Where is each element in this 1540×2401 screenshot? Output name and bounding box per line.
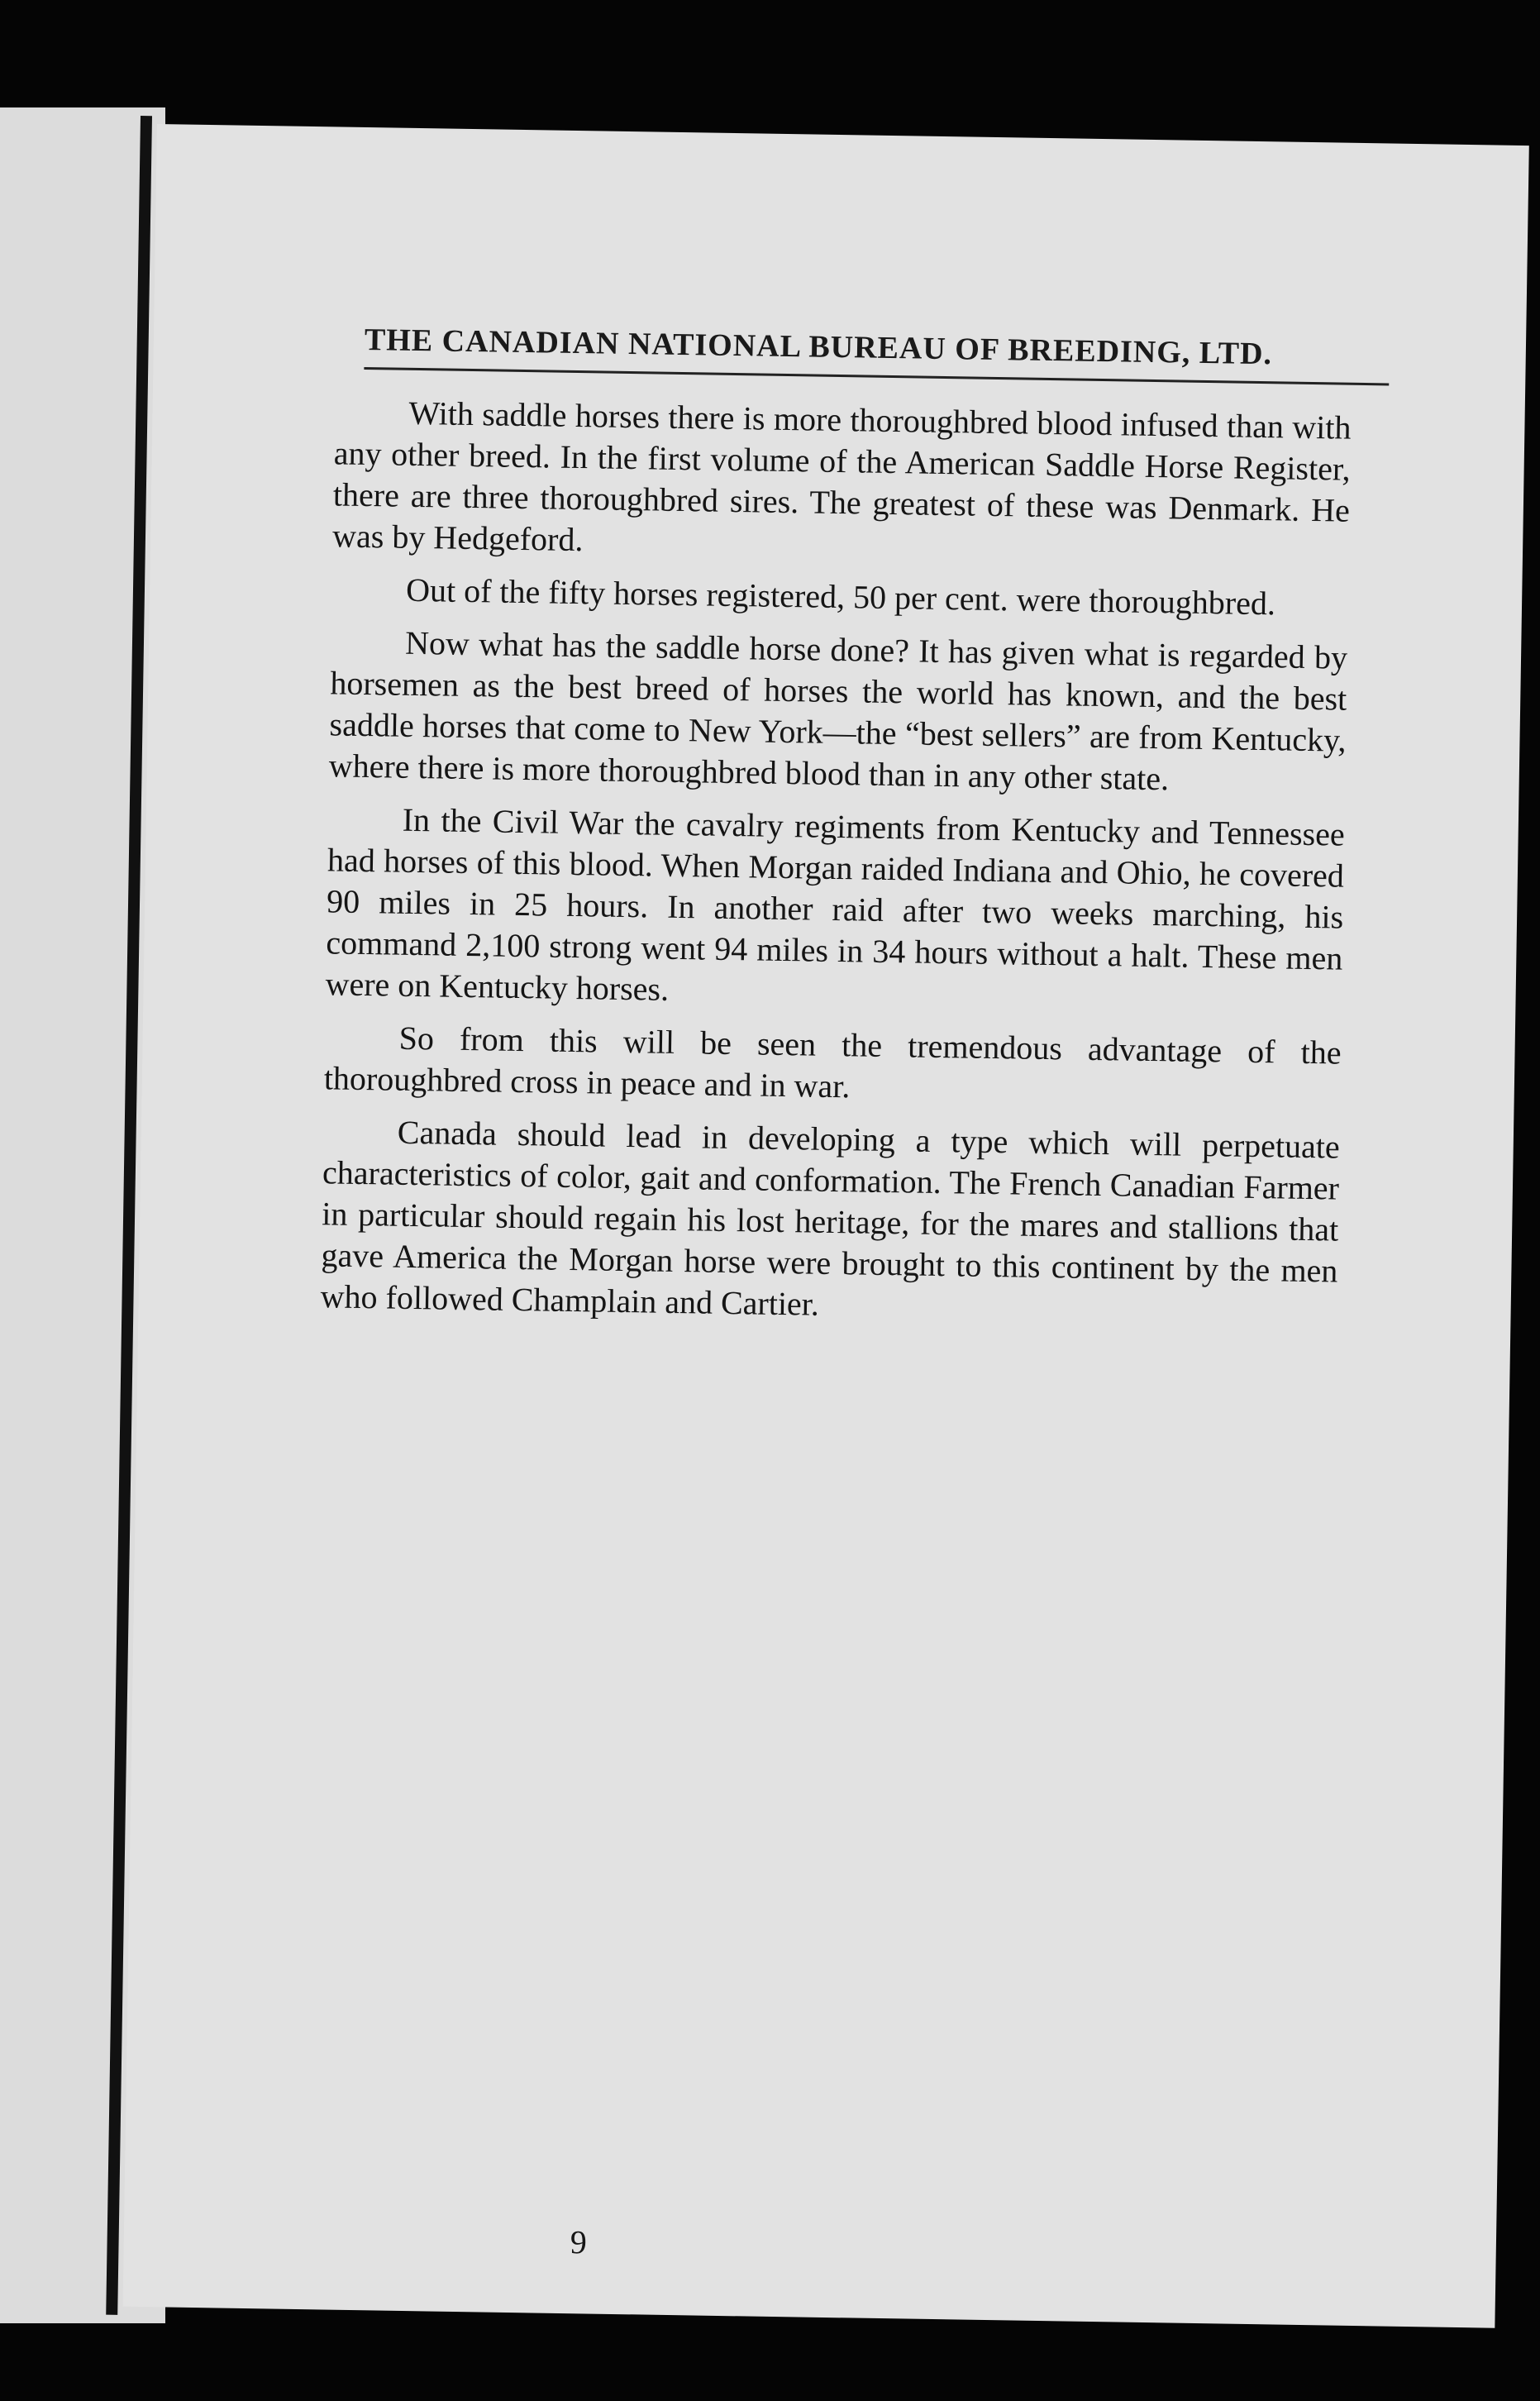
paragraph: Now what has the saddle horse done? It has given what is regarded by horsemen as the best breed of horses the world has known, and the best saddle horses that come to New York—the “best sellers” are from Kentucky, where there is more thoroughbred blood than in any other state. [328, 623, 1348, 798]
running-head: THE CANADIAN NATIONAL BUREAU OF BREEDING, LTD. [364, 322, 1273, 372]
paragraph: Canada should lead in developing a type which will perpetuate characteristics of color, gait and conformation. The French Canadian Farmer in particular should regain his lost heritage, for the mares and stallions that gave America the Morgan horse were brought to this continent by the men who followed Champlain and Cartier. [320, 1113, 1341, 1323]
paragraph: Out of the fifty horses registered, 50 per cent. were thoroughbred. [405, 570, 1276, 623]
paragraph: In the Civil War the cavalry regiments from Kentucky and Tennessee had horses of this blood. When Morgan raided Indiana and Ohio, he covered 90 miles in 25 hours. In another raid after two weeks marching, his command 2,100 strong went 94 miles in 34 hours without a halt. These men were on Kentucky horses. [325, 800, 1346, 1008]
page-number: 9 [570, 2223, 588, 2261]
book-page [123, 124, 1529, 2328]
body-text [320, 391, 1352, 1344]
paragraph: With saddle horses there is more thoroughbred blood infused than with any other breed. In the first volume of the American Saddle Horse Register, there are three thoroughbred sires. The greatest of these was Denmark. He was by Hedgeford. [331, 394, 1352, 559]
paragraph: So from this will be seen the tremendous advantage of the thoroughbred cross in peace and in war. [323, 1019, 1342, 1105]
